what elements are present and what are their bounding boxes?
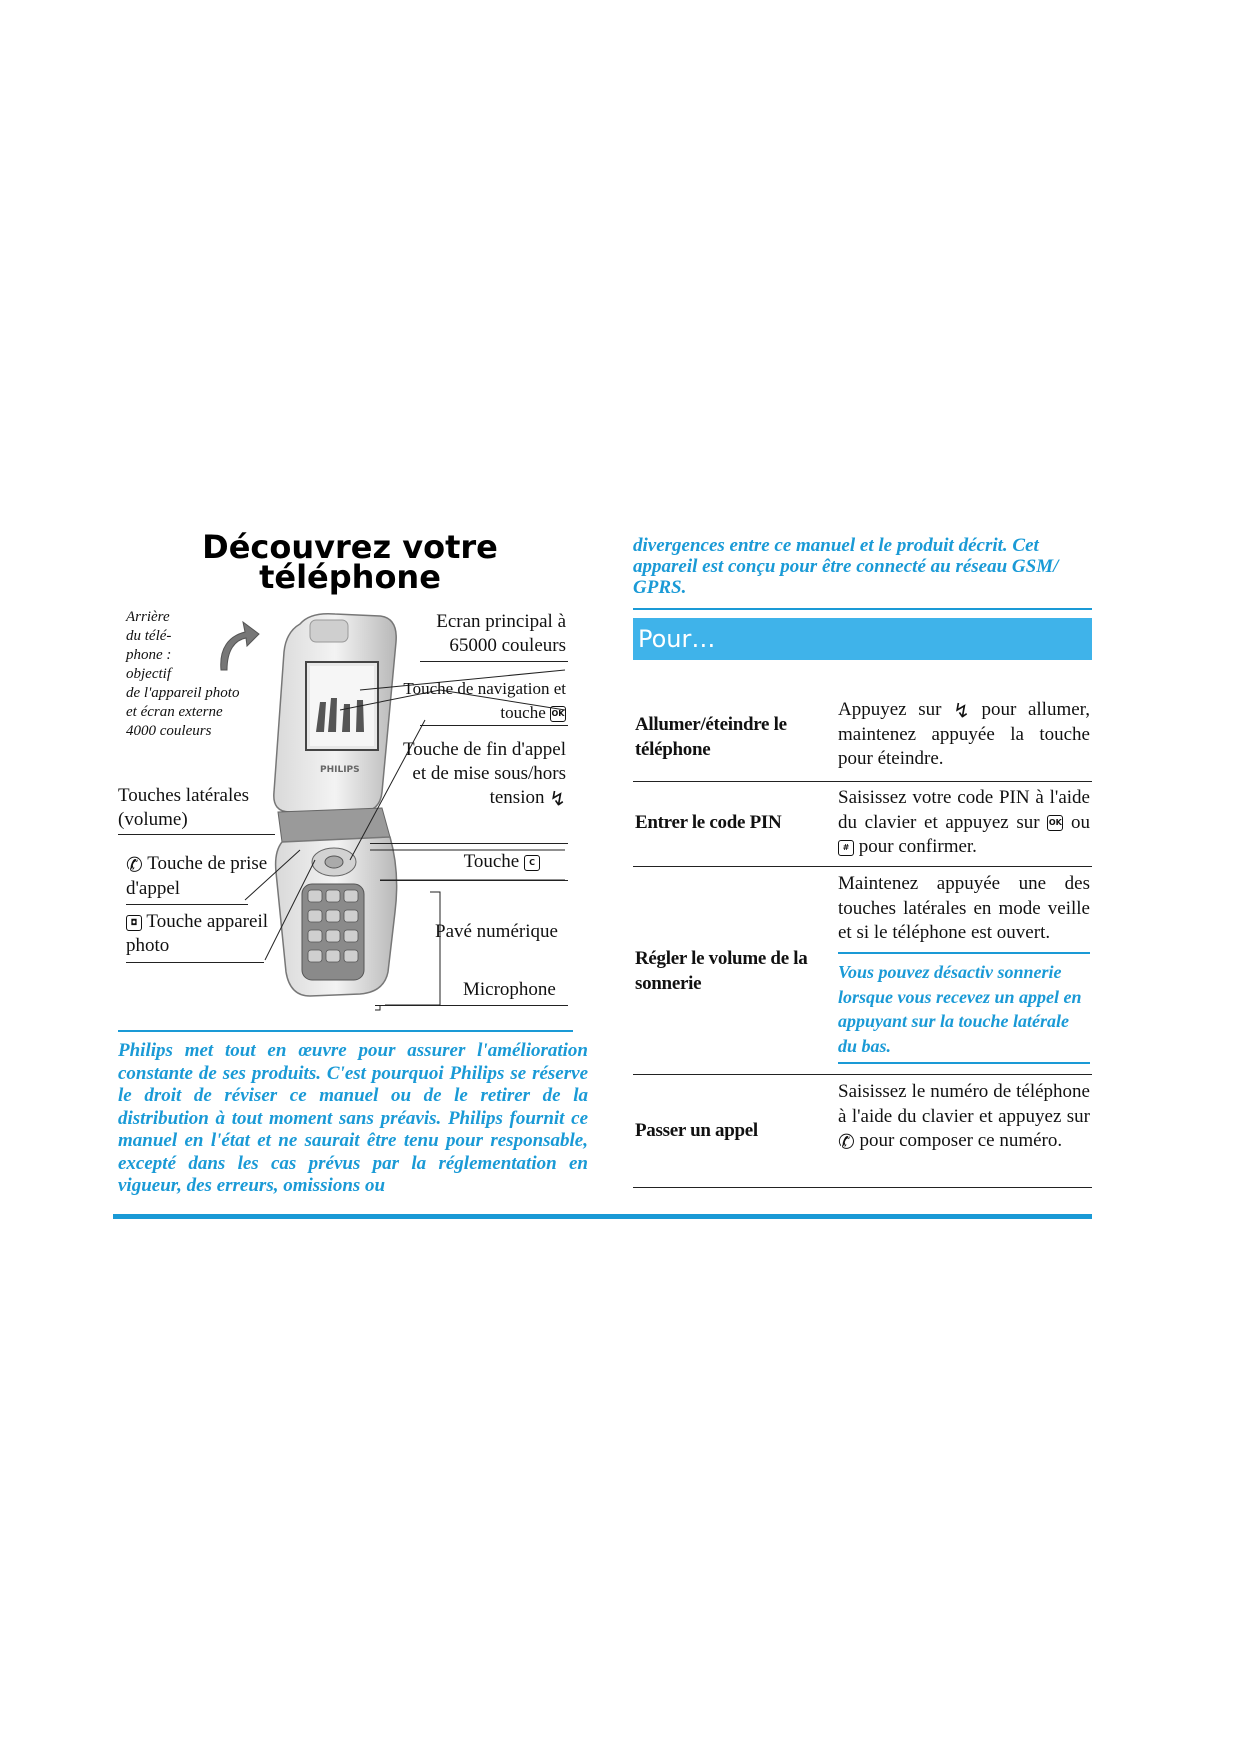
note-divider	[838, 952, 1090, 954]
back-caption-line: Arrière	[126, 609, 170, 625]
call-key-icon: ✆	[126, 852, 143, 877]
back-caption-line: 4000 couleurs	[126, 723, 212, 739]
back-caption-line: et écran externe	[126, 704, 223, 720]
end-key-icon: ↯	[549, 786, 566, 811]
c-key-icon: C	[524, 855, 540, 871]
row-action: Allumer/éteindre le téléphone	[635, 714, 787, 760]
row-action: Entrer le code PIN	[635, 812, 782, 833]
ok-key-icon: OK	[1047, 815, 1063, 831]
divider	[633, 608, 1092, 610]
row-description: Appuyez sur ↯ pour allumer, maintenez appuyée la touche pour éteindre.	[838, 698, 1090, 770]
leader-line	[420, 725, 568, 726]
leader-line	[380, 880, 568, 881]
row-divider	[633, 1074, 1092, 1075]
leader-line	[375, 1005, 568, 1006]
leader-line	[370, 843, 568, 844]
row-divider	[633, 866, 1092, 867]
row-description: Saisissez le numéro de téléphone à l'aide du clavier et appuyez sur ✆ pour composer ce numéro.	[838, 1081, 1090, 1154]
main-screen-label: Ecran principal à 65000 couleurs	[436, 611, 566, 656]
c-key-label: Touche C	[400, 850, 540, 874]
back-caption-line: du télé-	[126, 628, 172, 644]
microphone-label: Microphone	[463, 979, 556, 1000]
note-divider	[838, 1062, 1090, 1064]
section-header: Pour…	[633, 618, 1092, 660]
row-action: Passer un appel	[635, 1120, 758, 1141]
leader-line	[126, 904, 248, 905]
call-key-icon: ✆	[838, 1129, 855, 1154]
back-caption-line: de l'appareil photo	[126, 685, 240, 701]
ok-key-icon: OK	[550, 706, 566, 722]
nav-key-label: Touche de navigation et touche OK	[403, 679, 566, 722]
row-description: Saisissez votre code PIN à l'aide du clavier et appuyez sur OK ou # pour confirmer.	[838, 787, 1091, 857]
keypad-label: Pavé numérique	[435, 921, 558, 942]
power-key-icon: ↯	[953, 698, 970, 723]
leader-line	[420, 661, 568, 662]
back-caption-line: objectif	[126, 666, 171, 682]
hash-key-icon: #	[838, 840, 854, 856]
row-divider	[633, 781, 1092, 782]
camera-key-label: ◘ Touche appareil photo	[126, 911, 269, 956]
note-text: Vous pouvez désactiv sonnerie lorsque vous recevez un appel en appuyant sur la touche latérale du bas.	[838, 962, 1082, 1056]
row-description: Maintenez appuyée une des touches latérales en mode veille et si le téléphone est ouvert.	[838, 873, 1090, 943]
brand-label: PHILIPS	[320, 765, 360, 775]
camera-key-icon: ◘	[126, 915, 142, 931]
page-title: Découvrez votre téléphone	[202, 528, 498, 596]
back-caption-line: phone :	[126, 647, 172, 663]
row-divider	[633, 1187, 1092, 1188]
right-intro-text: divergences entre ce manuel et le produit décrit. Cet appareil est conçu pour être connecté au réseau GSM/ GPRS.	[633, 535, 1059, 598]
call-key-label: ✆ Touche de prise d'appel	[126, 852, 268, 899]
row-action: Régler le volume de la sonnerie	[635, 948, 808, 994]
side-keys-label: Touches latérales (volume)	[118, 785, 250, 830]
disclaimer-text: Philips met tout en œuvre pour assurer l'amélioration constante de ses produits. C'est pourquoi Philips se réserve le droit de réviser ce manuel ou de le retirer de la distribution à tout moment sans préavis. Philips fournit ce manuel en l'état et ne saurait être tenu pour responsable, excepté dans les cas prévus par la réglementation en vigueur, des erreurs, omissions ou	[118, 1040, 588, 1196]
page-bottom-rule	[113, 1214, 1092, 1219]
end-key-label: Touche de fin d'appel et de mise sous/hors tension ↯	[402, 739, 566, 811]
divider	[118, 1030, 573, 1032]
